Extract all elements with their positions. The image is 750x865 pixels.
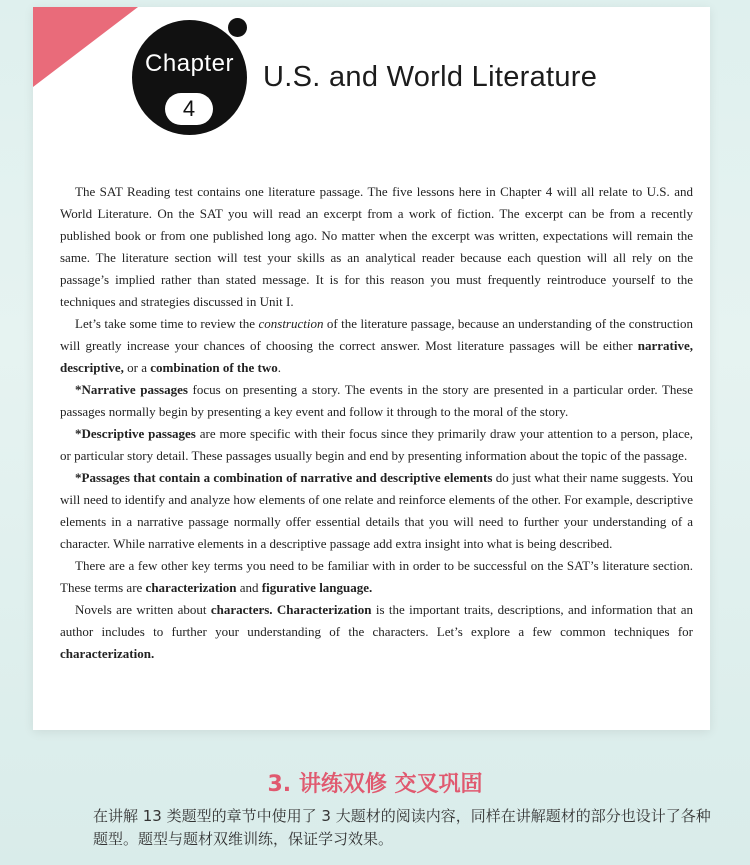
section-heading: 3. 讲练双修 交叉巩固	[267, 772, 483, 797]
text-span: Let’s take some time to review the	[75, 316, 259, 331]
text-span: or a	[123, 360, 151, 375]
paragraph-narrative	[60, 379, 693, 423]
book-page	[33, 7, 710, 730]
term-narrative-descriptive: narrative, descriptive,	[60, 338, 693, 375]
text-span: are more specific with their focus since they primarily draw your attention to a person, place, or particular story detail. These passages usually begin and end by presenting information about the topic of the passage.	[60, 426, 693, 463]
term-combination-passages: *Passages that contain a combination of narrative and descriptive elements	[75, 470, 493, 485]
paragraph-descriptive	[60, 423, 693, 467]
term-characters: characters. Characterization	[210, 602, 372, 617]
term-characterization-end: characterization.	[60, 646, 155, 661]
text-span: do just what their name suggests. You will need to identify and analyze how elements of one relate and reinforce elements of the other. For example, descriptive elements in a narrative passage normally offer essential details that you will need to further your understanding of a character. While narrative elements in a descriptive passage add extra insight into what is being described.	[60, 470, 693, 551]
text-span: and	[236, 580, 262, 595]
text-span: .	[277, 360, 281, 375]
emphasis-construction: construction	[258, 316, 324, 331]
paragraph-intro: The SAT Reading test contains one literature passage. The five lessons here in Chapter 4 will all relate to U.S. and World Literature. On the SAT you will read an excerpt from a work of fiction. The excerpt can be from a recently published book or from one published long ago. No matter when the excerpt was written, expectations will remain the same. The literature section will test your skills as an analytical reader because each question will all rely on the passage’s implied rather than stated message. It is for this reason you must frequently reintroduce yourself to the techniques and strategies discussed in Unit I.	[60, 184, 693, 309]
paragraph-characters	[60, 599, 693, 665]
term-descriptive-passages: *Descriptive passages	[75, 426, 196, 441]
paragraph-key-terms	[60, 555, 693, 599]
text-span: Novels are written about	[75, 602, 211, 617]
chapter-number: 4	[182, 96, 196, 121]
term-combination: combination of the two	[150, 360, 278, 375]
paragraph-construction	[60, 313, 693, 379]
text-span: of the literature passage, because an understanding of the construction will greatly increase your chances of choosing the correct answer. Most literature passages will be either	[60, 316, 693, 353]
term-characterization: characterization	[145, 580, 237, 595]
corner-ribbon	[33, 7, 138, 87]
paragraph-combination	[60, 467, 693, 555]
term-figurative-language: figurative language.	[261, 580, 373, 595]
chapter-body	[60, 181, 693, 665]
text-span: There are a few other key terms you need to be familiar with in order to be successful on the SAT’s literature section. These terms are	[60, 558, 693, 595]
term-narrative-passages: *Narrative passages	[75, 382, 188, 397]
chapter-title: U.S. and World Literature	[263, 61, 598, 93]
text-span: is the important traits, descriptions, and information that an author includes to further your understanding of the characters. Let’s explore a few common techniques for	[60, 602, 693, 639]
badge-dot	[228, 18, 247, 37]
text-span: focus on presenting a story. The events in the story are presented in a particular order. These passages normally begin by presenting a key event and follow it through to the moral of the story.	[60, 382, 693, 419]
chapter-badge-word: Chapter	[145, 50, 234, 77]
section-description: 在讲解 13 类题型的章节中使用了 3 大题材的阅读内容，同样在讲解题材的部分也设计了各种题型。题型与题材双维训练，保证学习效果。	[93, 807, 711, 848]
